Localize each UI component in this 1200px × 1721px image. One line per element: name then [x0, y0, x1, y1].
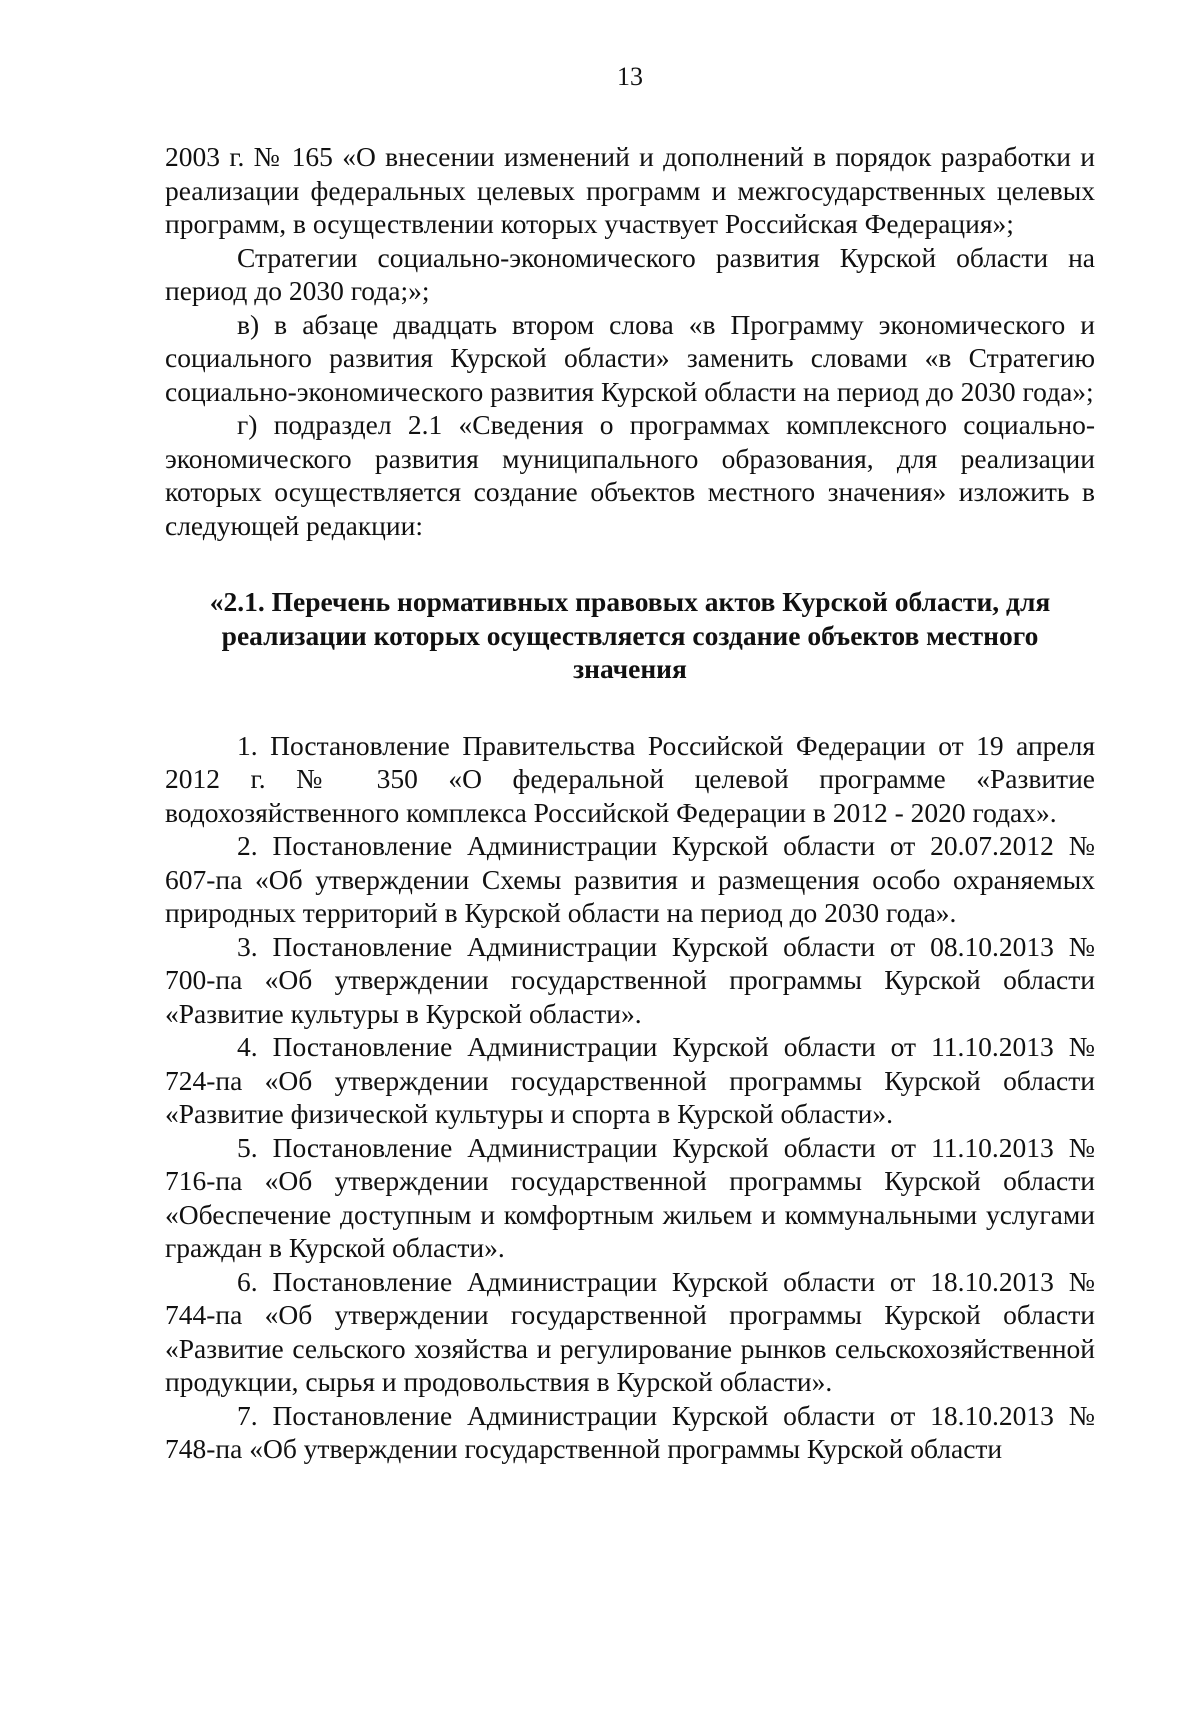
paragraph-federal-programs: 2003 г. № 165 «О внесении изменений и дополнений в порядок разработки и реализации федеральных целевых программ и межгосударственных целевых программ, в осуществлении которых участвует Российская Федерация»; [165, 141, 1095, 239]
list-item: 4. Постановление Администрации Курской области от 11.10.2013 № 724-па «Об утверждении государственной программы Курской области «Развитие физической культуры и спорта в Курской области». [165, 1031, 1095, 1129]
list-item: 1. Постановление Правительства Российской Федерации от 19 апреля 2012 г. № 350 «О федеральной целевой программе «Развитие водохозяйственного комплекса Российской Федерации в 2012 - 2020 годах». [165, 729, 1095, 828]
list-item: 2. Постановление Администрации Курской области от 20.07.2012 № 607-па «Об утверждении Схемы развития и размещения особо охраняемых природных территорий в Курской области на период до 2030 года». [165, 830, 1095, 928]
page-number: 13 [617, 62, 643, 91]
document-body [165, 140, 1095, 1466]
section-heading: «2.1. Перечень нормативных правовых актов Курской области, для реализации которых осуществляется создание объектов местного значения [209, 586, 1051, 684]
paragraph-strategy: Стратегии социально-экономического развития Курской области на период до 2030 года;»; [165, 241, 1095, 306]
list-item: 5. Постановление Администрации Курской области от 11.10.2013 № 716-па «Об утверждении государственной программы Курской области «Обеспечение доступным и комфортным жильем и коммунальными услугами граждан в Курской области». [165, 1131, 1095, 1263]
paragraph-amendment-v: в) в абзаце двадцать втором слова «в Программу экономического и социального развития Курской области» заменить словами «в Стратегию социально-экономического развития Курской области на период до 2030 года»; [165, 308, 1095, 407]
list-item: 6. Постановление Администрации Курской области от 18.10.2013 № 744-па «Об утверждении государственной программы Курской области «Развитие сельского хозяйства и регулирование рынков сельскохозяйственной продукции, сырья и продовольствия в Курской области». [165, 1265, 1095, 1397]
list-item: 7. Постановление Администрации Курской области от 18.10.2013 № 748-па «Об утверждении государственной программы Курской области [165, 1399, 1095, 1464]
paragraph-amendment-g: г) подраздел 2.1 «Сведения о программах комплексного социально-экономического развития муниципального образования, для реализации которых осуществляется создание объектов местного значения» изложить в следующей редакции: [165, 409, 1095, 541]
list-item: 3. Постановление Администрации Курской области от 08.10.2013 № 700-па «Об утверждении государственной программы Курской области «Развитие культуры в Курской области». [165, 930, 1095, 1029]
